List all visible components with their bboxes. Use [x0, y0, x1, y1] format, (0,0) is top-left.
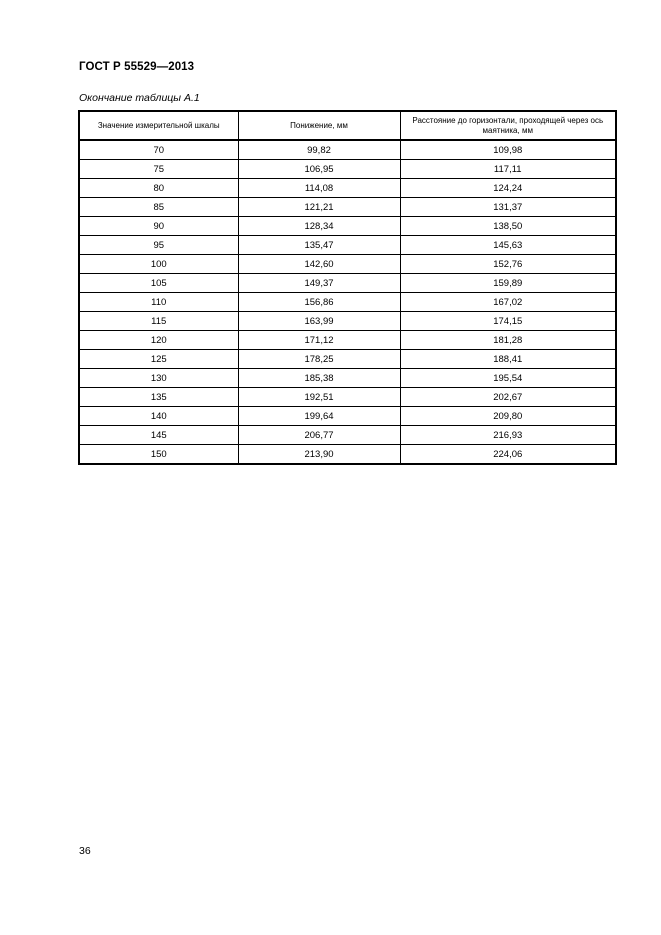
cell-distance: 117,11	[400, 160, 616, 179]
table-row	[79, 426, 616, 445]
cell-scale-value: 100	[79, 255, 238, 274]
cell-lowering: 185,38	[238, 369, 400, 388]
cell-distance: 174,15	[400, 312, 616, 331]
cell-distance: 131,37	[400, 198, 616, 217]
table-row	[79, 217, 616, 236]
column-header-distance: Расстояние до горизонтали, проходящей через ось маятника, мм	[400, 111, 616, 140]
cell-lowering: 199,64	[238, 407, 400, 426]
cell-lowering: 142,60	[238, 255, 400, 274]
cell-scale-value: 105	[79, 274, 238, 293]
cell-distance: 159,89	[400, 274, 616, 293]
cell-lowering: 106,95	[238, 160, 400, 179]
table-row	[79, 274, 616, 293]
cell-distance: 202,67	[400, 388, 616, 407]
table-row	[79, 198, 616, 217]
cell-lowering: 171,12	[238, 331, 400, 350]
cell-lowering: 114,08	[238, 179, 400, 198]
table-row	[79, 312, 616, 331]
cell-lowering: 128,34	[238, 217, 400, 236]
cell-scale-value: 85	[79, 198, 238, 217]
cell-distance: 109,98	[400, 140, 616, 160]
cell-scale-value: 145	[79, 426, 238, 445]
column-header-scale-value: Значение измерительной шкалы	[79, 111, 238, 140]
cell-distance: 195,54	[400, 369, 616, 388]
table-row	[79, 445, 616, 465]
cell-lowering: 178,25	[238, 350, 400, 369]
table-row	[79, 350, 616, 369]
data-table	[78, 110, 617, 465]
table-row	[79, 236, 616, 255]
table-row	[79, 160, 616, 179]
cell-lowering: 135,47	[238, 236, 400, 255]
cell-distance: 209,80	[400, 407, 616, 426]
table-row	[79, 369, 616, 388]
cell-lowering: 163,99	[238, 312, 400, 331]
cell-scale-value: 95	[79, 236, 238, 255]
cell-distance: 224,06	[400, 445, 616, 465]
cell-lowering: 121,21	[238, 198, 400, 217]
cell-distance: 124,24	[400, 179, 616, 198]
cell-lowering: 192,51	[238, 388, 400, 407]
cell-distance: 152,76	[400, 255, 616, 274]
cell-scale-value: 130	[79, 369, 238, 388]
table-header-row	[79, 111, 616, 140]
cell-distance: 167,02	[400, 293, 616, 312]
table-body	[79, 140, 616, 464]
cell-scale-value: 125	[79, 350, 238, 369]
cell-scale-value: 120	[79, 331, 238, 350]
table-header	[79, 111, 616, 140]
cell-scale-value: 75	[79, 160, 238, 179]
table-row	[79, 331, 616, 350]
cell-scale-value: 140	[79, 407, 238, 426]
cell-distance: 188,41	[400, 350, 616, 369]
cell-lowering: 156,86	[238, 293, 400, 312]
cell-scale-value: 135	[79, 388, 238, 407]
table-row	[79, 388, 616, 407]
cell-scale-value: 115	[79, 312, 238, 331]
cell-distance: 145,63	[400, 236, 616, 255]
table-row	[79, 407, 616, 426]
cell-scale-value: 80	[79, 179, 238, 198]
cell-lowering: 99,82	[238, 140, 400, 160]
table-row	[79, 179, 616, 198]
document-header: ГОСТ Р 55529—2013	[79, 61, 195, 73]
cell-distance: 138,50	[400, 217, 616, 236]
page-number: 36	[79, 845, 91, 857]
cell-scale-value: 110	[79, 293, 238, 312]
table-caption: Окончание таблицы А.1	[79, 92, 200, 104]
cell-lowering: 206,77	[238, 426, 400, 445]
cell-distance: 216,93	[400, 426, 616, 445]
column-header-lowering: Понижение, мм	[238, 111, 400, 140]
cell-lowering: 213,90	[238, 445, 400, 465]
cell-scale-value: 90	[79, 217, 238, 236]
cell-distance: 181,28	[400, 331, 616, 350]
cell-scale-value: 150	[79, 445, 238, 465]
cell-scale-value: 70	[79, 140, 238, 160]
table-row	[79, 255, 616, 274]
table-row	[79, 140, 616, 160]
cell-lowering: 149,37	[238, 274, 400, 293]
table-row	[79, 293, 616, 312]
